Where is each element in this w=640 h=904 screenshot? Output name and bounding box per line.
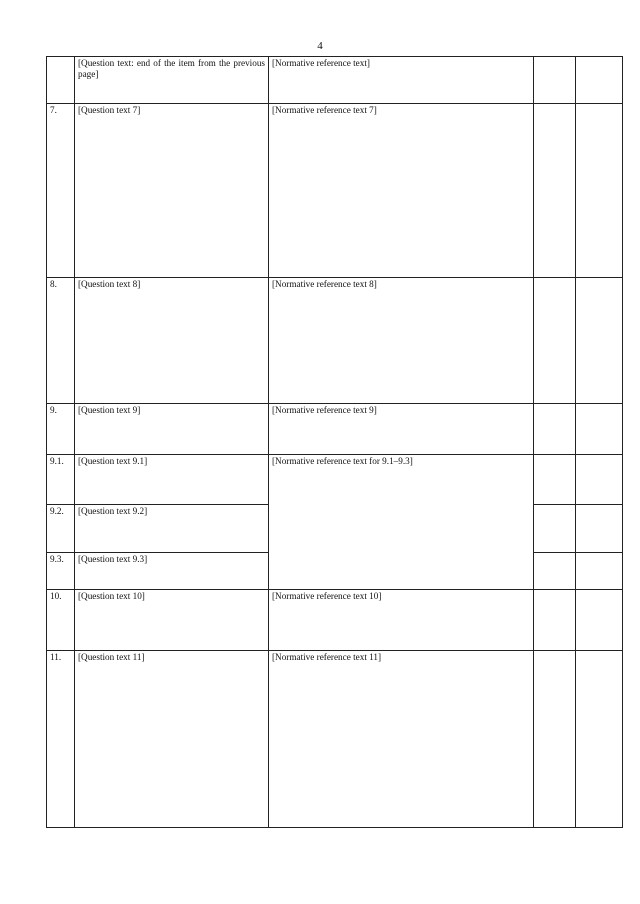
table-row: [47, 590, 623, 651]
answer-cell: [534, 455, 576, 505]
row-number: [47, 57, 75, 104]
row-number: 10.: [47, 590, 75, 651]
note-cell: [576, 104, 623, 278]
reference-cell: [Normative reference text for 9.1–9.3]: [269, 455, 534, 590]
question-cell: [Question text 9.1]: [75, 455, 269, 505]
reference-cell: [Normative reference text]: [269, 57, 534, 104]
question-cell: [Question text: end of the item from the previous page]: [75, 57, 269, 104]
table-row: [47, 651, 623, 828]
answer-cell: [534, 590, 576, 651]
table-row: [47, 278, 623, 404]
reference-cell: [Normative reference text 10]: [269, 590, 534, 651]
question-cell: [Question text 9.3]: [75, 553, 269, 590]
row-number: 7.: [47, 104, 75, 278]
note-cell: [576, 553, 623, 590]
table-row: [47, 455, 623, 505]
note-cell: [576, 404, 623, 455]
note-cell: [576, 505, 623, 553]
answer-cell: [534, 553, 576, 590]
note-cell: [576, 590, 623, 651]
answer-cell: [534, 505, 576, 553]
question-cell: [Question text 10]: [75, 590, 269, 651]
row-number: 9.: [47, 404, 75, 455]
checklist-table: [46, 56, 623, 828]
answer-cell: [534, 278, 576, 404]
reference-cell: [Normative reference text 9]: [269, 404, 534, 455]
table-row: [47, 104, 623, 278]
row-number: 8.: [47, 278, 75, 404]
answer-cell: [534, 57, 576, 104]
question-cell: [Question text 8]: [75, 278, 269, 404]
row-number: 9.2.: [47, 505, 75, 553]
reference-cell: [Normative reference text 7]: [269, 104, 534, 278]
answer-cell: [534, 404, 576, 455]
reference-cell: [Normative reference text 8]: [269, 278, 534, 404]
question-cell: [Question text 9]: [75, 404, 269, 455]
answer-cell: [534, 104, 576, 278]
question-cell: [Question text 7]: [75, 104, 269, 278]
row-number: 9.3.: [47, 553, 75, 590]
table-row: [47, 404, 623, 455]
answer-cell: [534, 651, 576, 828]
note-cell: [576, 651, 623, 828]
question-cell: [Question text 11]: [75, 651, 269, 828]
row-number: 9.1.: [47, 455, 75, 505]
question-cell: [Question text 9.2]: [75, 505, 269, 553]
note-cell: [576, 278, 623, 404]
note-cell: [576, 455, 623, 505]
reference-cell: [Normative reference text 11]: [269, 651, 534, 828]
row-number: 11.: [47, 651, 75, 828]
page-number: 4: [317, 40, 323, 52]
table-row: [47, 57, 623, 104]
note-cell: [576, 57, 623, 104]
